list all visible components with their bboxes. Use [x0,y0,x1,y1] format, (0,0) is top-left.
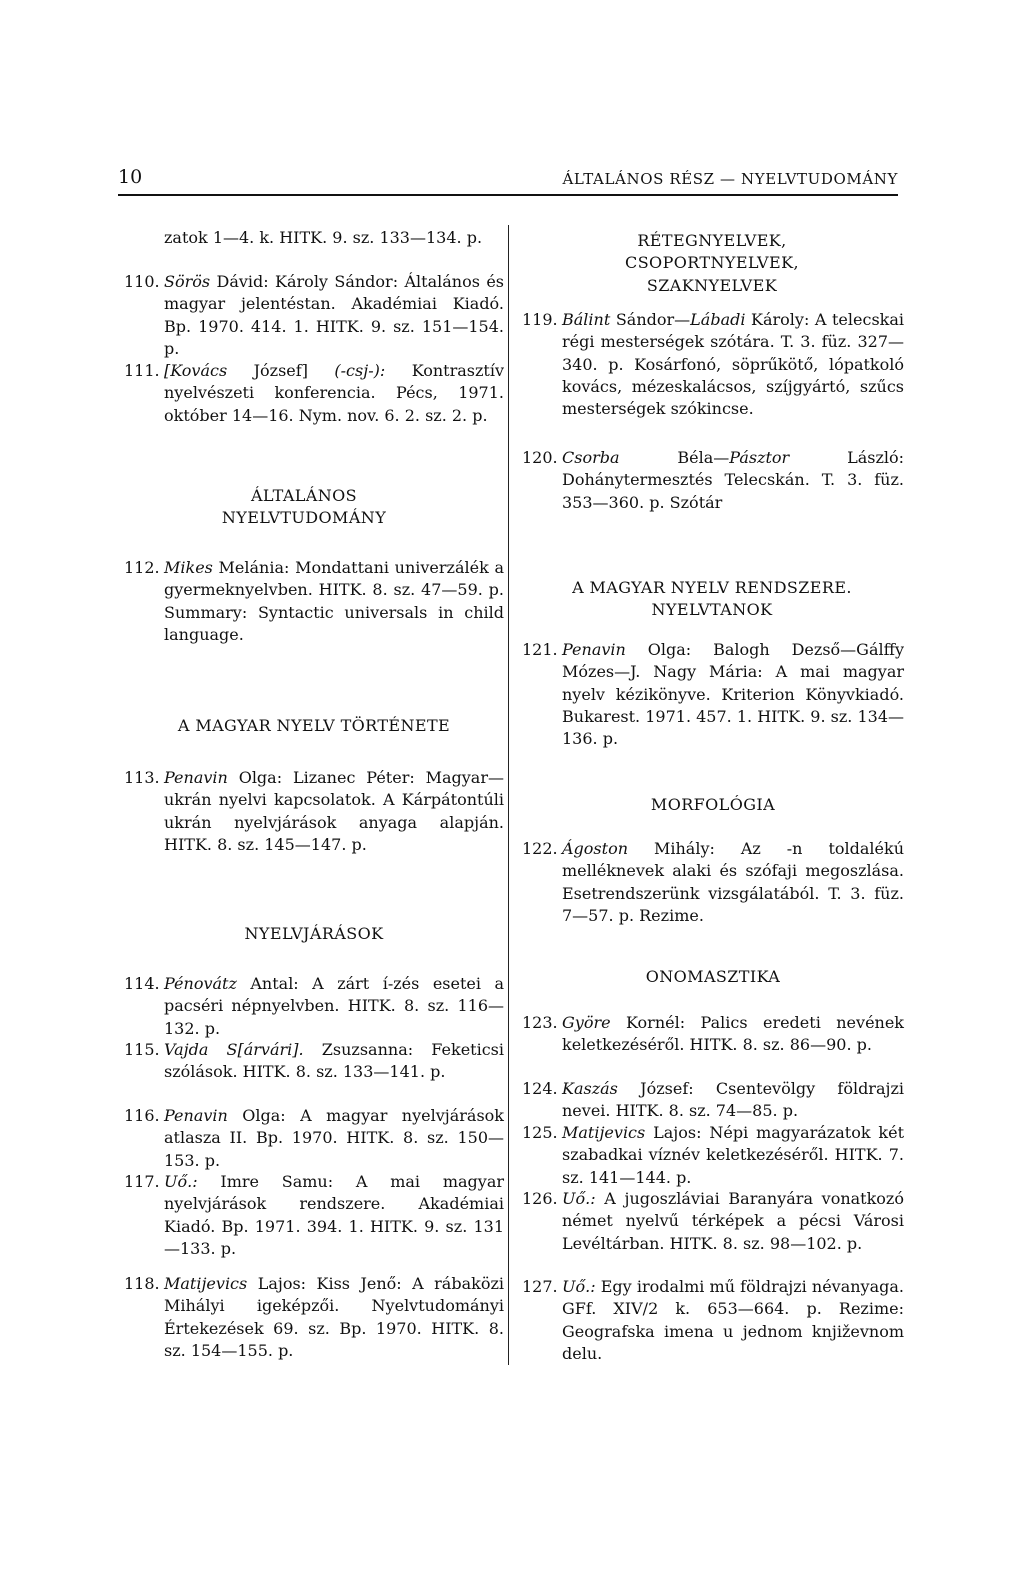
bib-entry-127: 127. Uő.: Egy irodalmi mű földrajzi névanyaga. GFf. XIV/2 k. 653—664. p. Rezime: Geografska imena u jednom književnom delu. [522,1277,904,1363]
bib-entry-123: 123. Györe Kornél: Palics eredeti nevének keletkezéséről. HITK. 8. sz. 86—90. p. [522,1013,904,1055]
page-header [118,166,898,194]
bib-entry-126: 126. Uő.: A jugoszláviai Baranyára vonatkozó német nyelvű térképek a pécsi Városi Levéltárban. HITK. 8. sz. 98—102. p. [522,1189,904,1253]
section-heading-morfologia: MORFOLÓGIA [650,795,776,814]
bib-entry-124: 124. Kaszás József: Csentevölgy földrajzi nevei. HITK. 8. sz. 74—85. p. [522,1079,904,1121]
bib-entry-118: 118. Matijevics Lajos: Kiss Jenő: A rábaközi Mihályi igeképzői. Nyelvtudományi Értekezések 69. sz. Bp. 1970. HITK. 8. sz. 154—155. p. [124,1274,504,1360]
bib-entry-112: 112. Mikes Melánia: Mondattani univerzálék a gyermeknyelvben. HITK. 8. sz. 47—59. p. Summary: Syntactic universals in child language. [124,558,504,644]
section-heading-rendszere: A MAGYAR NYELV RENDSZERE. NYELVTANOK [572,578,852,620]
bib-entry-110: 110. Sörös Dávid: Károly Sándor: Általános és magyar jelentéstan. Akadémiai Kiadó. Bp. 1970. 414. 1. HITK. 9. sz. 151—154. p. [124,272,504,358]
section-heading-onomasztika: ONOMASZTIKA [645,967,781,986]
column-divider [508,225,509,1365]
bib-entry-122: 122. Ágoston Mihály: Az -n toldalékú melléknevek alaki és szófaji megoszlása. Esetrendszerünk vizsgálatából. T. 3. füz. 7—57. p. Rezime. [522,839,904,925]
bib-entry-120: 120. Csorba Béla—Pásztor László: Dohánytermesztés Telecskán. T. 3. füz. 353—360. p. Szótár [522,448,905,512]
bib-entry-117: 117. Uő.: Imre Samu: A mai magyar nyelvjárások rendszere. Akadémiai Kiadó. Bp. 1971. 394. 1. HITK. 9. sz. 131—133. p. [124,1172,504,1258]
header-rule [118,194,898,196]
bib-entry-116: 116. Penavin Olga: A magyar nyelvjárások atlasza II. Bp. 1970. HITK. 8. sz. 150—153. p. [124,1106,504,1170]
bib-entry-114: 114. Pénovátz Antal: A zárt í-zés esetei a pacséri népnyelvben. HITK. 8. sz. 116—132. p. [124,974,504,1038]
bib-entry-121: 121. Penavin Olga: Balogh Dezső—Gálffy Mózes—J. Nagy Mária: A mai magyar nyelv kézikönyve. Kriterion Könyvkiadó. Bukarest. 1971. 457. 1. HITK. 9. sz. 134—136. p. [522,640,904,749]
bib-entry-125: 125. Matijevics Lajos: Népi magyarázatok két szabadkai víznév keletkezéséről. HITK. 7. sz. 141—144. p. [522,1123,904,1187]
section-heading-tortenete: A MAGYAR NYELV TÖRTÉNETE [177,716,451,735]
bib-entry-113: 113. Penavin Olga: Lizanec Péter: Magyar—ukrán nyelvi kapcsolatok. A Kárpátontúli ukrán nyelvjárások anyaga alapján. HITK. 8. sz. 145—147. p. [124,768,504,854]
running-title: ÁLTALÁNOS RÉSZ — NYELVTUDOMÁNY [562,170,898,188]
bib-entry-111: 111. [Kovács József] (-csj-): Kontrasztív nyelvészeti konferencia. Pécs, 1971. október 14—16. Nym. nov. 6. 2. sz. 2. p. [124,361,504,425]
bib-entry-115: 115. Vajda S[árvári]. Zsuzsanna: Feketicsi szólások. HITK. 8. sz. 133—141. p. [124,1040,505,1082]
section-heading-nyelvjarasok: NYELVJÁRÁSOK [244,924,384,943]
bib-entry-119: 119. Bálint Sándor—Lábadi Károly: A telecskai régi mesterségek szótára. T. 3. füz. 327—340. p. Kosárfonó, söprűkötő, lópatkoló kovács, mézeskalácsos, szíjgyártó, szűcs mesterségek szókincse. [522,310,905,419]
page-number: 10 [118,166,143,188]
section-heading-retegnyelvek: RÉTEGNYELVEK, CSOPORTNYELVEK, SZAKNYELVEK [625,231,799,295]
continued-entry: zatok 1—4. k. HITK. 9. sz. 133—134. p. [164,228,483,247]
section-heading-altalanos: ÁLTALÁNOS NYELVTUDOMÁNY [221,486,387,528]
